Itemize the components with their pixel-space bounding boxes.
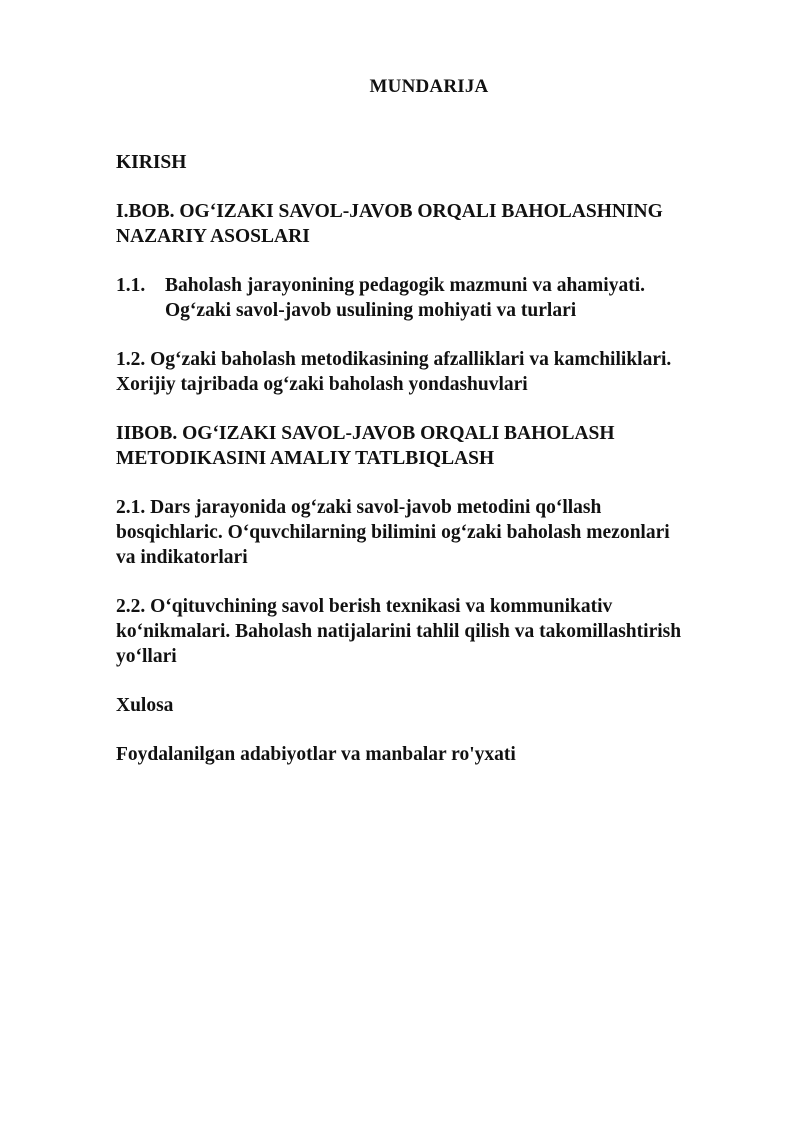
toc-entry-section-2-2 — [116, 594, 756, 669]
page-title: MUNDARIJA — [369, 76, 489, 97]
toc-entry-line: 2.2. O‘qituvchining savol berish texnikasi va kommunikativ — [116, 596, 613, 617]
toc-entry-line: bosqichlaric. O‘quvchilarning bilimini og‘zaki baholash mezonlari — [116, 522, 670, 543]
toc-section-text — [165, 273, 756, 323]
toc-entry-line: NAZARIY ASOSLARI — [116, 226, 310, 247]
toc-entry-line: 2.1. Dars jarayonida og‘zaki savol-javob metodini qo‘llash — [116, 497, 602, 518]
toc-entry-line: METODIKASINI AMALIY TATLBIQLASH — [116, 448, 495, 469]
toc-entry-line: va indikatorlari — [116, 547, 248, 568]
toc-entry-conclusion — [116, 693, 756, 718]
toc-entry-line: KIRISH — [116, 152, 187, 173]
toc-entry-chapter-1 — [116, 199, 756, 249]
toc-entry-section-1-2 — [116, 347, 756, 397]
toc-entry-line: ko‘nikmalari. Baholash natijalarini tahlil qilish va takomillashtirish — [116, 621, 682, 642]
toc-entry-line: Baholash jarayonining pedagogik mazmuni va ahamiyati. — [165, 275, 645, 296]
toc-entry-section-2-1 — [116, 495, 756, 570]
toc-entry-line: yo‘llari — [116, 646, 177, 667]
toc-entry-line: IIBOB. OG‘IZAKI SAVOL-JAVOB ORQALI BAHOLASH — [116, 423, 615, 444]
table-of-contents — [116, 150, 756, 791]
toc-section-number: 1.1. — [116, 275, 146, 296]
toc-entry-introduction — [116, 150, 756, 175]
toc-entry-line: Og‘zaki savol-javob usulining mohiyati va turlari — [165, 300, 577, 321]
toc-entry-chapter-2 — [116, 421, 756, 471]
toc-entry-line: 1.2. Og‘zaki baholash metodikasining afzalliklari va kamchiliklari. — [116, 349, 672, 370]
toc-entry-line: Xorijiy tajribada og‘zaki baholash yondashuvlari — [116, 374, 528, 395]
toc-entry-references — [116, 742, 756, 767]
toc-entry-section-1-1 — [116, 273, 756, 323]
toc-entry-line: I.BOB. OG‘IZAKI SAVOL-JAVOB ORQALI BAHOLASHNING — [116, 201, 663, 222]
toc-entry-line: Foydalanilgan adabiyotlar va manbalar ro'yxati — [116, 744, 516, 765]
toc-entry-line: Xulosa — [116, 695, 174, 716]
